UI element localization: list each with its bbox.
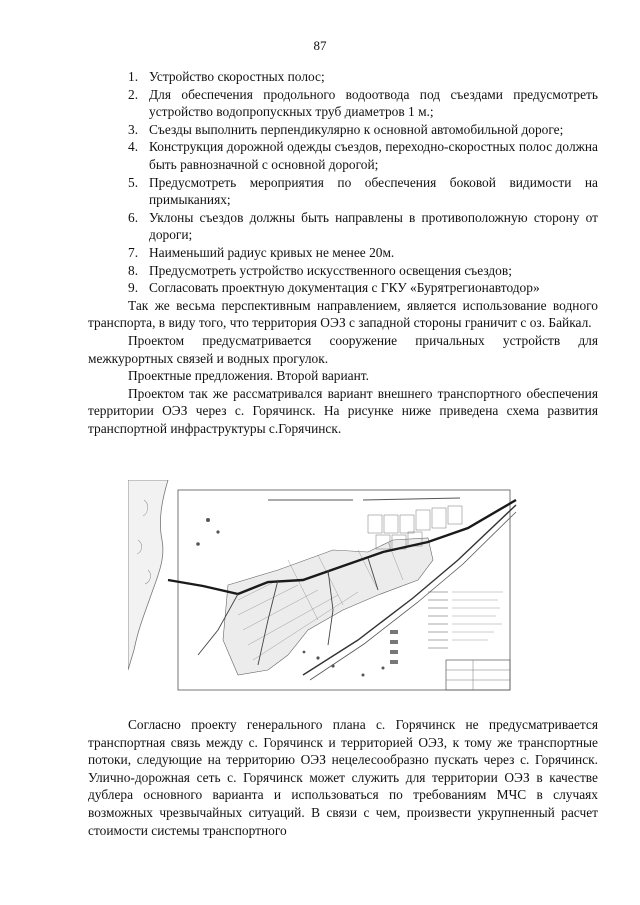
list-item-text: Согласовать проектную документация с ГКУ «Бурятрегионавтодор»	[149, 280, 540, 296]
list-item-number: 3.	[128, 121, 139, 137]
requirements-list	[88, 68, 598, 297]
list-item-number: 6.	[128, 209, 139, 225]
list-item-text: Уклоны съездов должны быть направлены в противоположную сторону от дороги;	[149, 209, 598, 243]
list-item	[88, 121, 598, 139]
list-item	[88, 279, 598, 297]
list-item-number: 7.	[128, 244, 139, 260]
main-text-block	[88, 68, 598, 437]
list-item-text: Предусмотреть устройство искусственного освещения съездов;	[149, 262, 512, 278]
paragraph-water-transport: Так же весьма перспективным направлением, является использование водного транспорта, в виду того, что территория ОЭЗ с западной стороны граничит с оз. Байкал.	[88, 297, 598, 331]
list-item-text: Наименьший радиус кривых не менее 20м.	[149, 244, 395, 260]
after-figure-text-block	[88, 716, 598, 839]
list-item-number: 8.	[128, 262, 139, 278]
list-item-number: 2.	[128, 86, 139, 102]
page-number: 87	[313, 38, 327, 53]
list-item-text: Устройство скоростных полос;	[149, 69, 325, 84]
list-item	[88, 138, 598, 173]
list-item	[88, 86, 598, 121]
list-item-number: 4.	[128, 139, 139, 155]
transport-scheme-figure	[128, 480, 520, 698]
transport-scheme-map	[128, 480, 520, 698]
paragraph-second-variant: Проектом так же рассматривался вариант внешнего транспортного обеспечения территории ОЭЗ через с. Горячинск. На рисунке ниже приведена схема развития транспортной инфраструктуры с.Горячинск.	[88, 385, 598, 436]
list-item-text: Съезды выполнить перпендикулярно к основной автомобильной дороге;	[149, 121, 564, 137]
list-item	[88, 262, 598, 280]
list-item-number: 1.	[128, 69, 139, 84]
list-item-number: 5.	[128, 174, 139, 190]
list-item	[88, 209, 598, 244]
paragraph-piers: Проектом предусматривается сооружение причальных устройств для межкурортных связей и водных прогулок.	[88, 332, 598, 366]
list-item	[88, 174, 598, 209]
paragraph-second-variant-heading: Проектные предложения. Второй вариант.	[128, 368, 369, 384]
list-item-text: Конструкция дорожной одежды съездов, переходно-скоростных полос должна быть равнозначной с основной дорогой;	[149, 139, 598, 172]
list-item	[88, 244, 598, 262]
paragraph-goryachinsk-plan: Согласно проекту генерального плана с. Горячинск не предусматривается транспортная связь между с. Горячинск и территорией ОЭЗ, к тому же транспортные потоки, следующие на территорию ОЭЗ нецелесообразно пускать через с. Горячинск. Улично-дорожная сеть с. Горячинск может служить для территории ОЭЗ в качестве дублера основного варианта и использоваться по требованиям МЧС в случаях возможных чрезвычайных ситуаций. В связи с чем, произвести укрупненный расчет стоимости системы транспортного	[88, 717, 598, 838]
list-item-text: Для обеспечения продольного водоотвода под съездами предусмотреть устройство водопропускных труб диаметров 1 м.;	[149, 86, 598, 120]
list-item-text: Предусмотреть мероприятия по обеспечения боковой видимости на примыканиях;	[149, 174, 598, 208]
list-item-number: 9.	[128, 280, 139, 296]
list-item	[88, 68, 598, 86]
